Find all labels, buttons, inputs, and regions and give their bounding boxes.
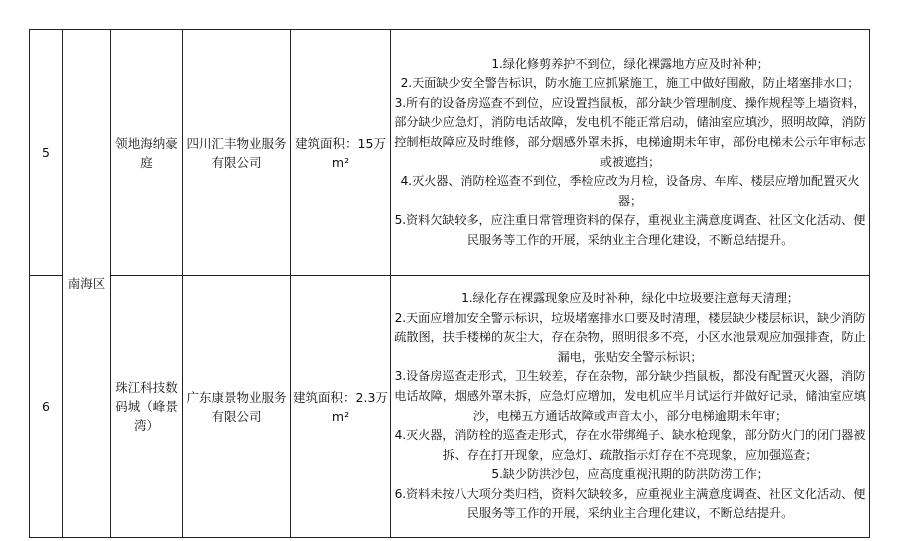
inspection-table [29, 29, 870, 538]
company-name: 广东康景物业服务有限公司 [183, 276, 291, 538]
issue-item: 1.绿化修剪养护不到位，绿化裸露地方应及时补种； [491, 56, 769, 71]
building-area: 建筑面积：2.3万m² [291, 276, 391, 538]
table-row [30, 30, 870, 276]
issue-item: 5.缺少防洪沙包，应高度重视汛期的防洪防涝工作； [491, 467, 769, 482]
row-number: 5 [30, 30, 63, 276]
issue-item: 1.绿化存在裸露现象应及时补种，绿化中垃圾要注意每天清理； [461, 290, 799, 305]
building-area: 建筑面积：15万m² [291, 30, 391, 276]
project-name: 领地海纳豪庭 [111, 30, 183, 276]
issue-item: 4.灭火器，消防栓的巡查走形式，存在水带绑绳子、缺水枪现象，部分防火门的闭门器被拆、存在打开现象，应急灯、疏散指示灯存在不亮现象，应加强巡查； [394, 428, 866, 462]
issue-item: 4.灭火器、消防栓巡查不到位，季检应改为月检，设备房、车库、楼层应增加配置灭火器； [400, 174, 860, 208]
project-name: 珠江科技数码城（峰景湾） [111, 276, 183, 538]
issue-item: 2.天面缺少安全警告标识，防水施工应抓紧施工，施工中做好围敝，防止堵塞排水口； [400, 76, 860, 91]
issue-item: 3.所有的设备房巡查不到位，应设置挡鼠板，部分缺少管理制度、操作规程等上墙资料，部分缺少应急灯，消防电话故障，发电机不能正常启动，储油室应填沙，照明故障，消防控制柜故障应及时维修，部分烟感外罩未拆，电梯逾期未年审，部份电梯未公示年审标志或被遮挡； [394, 95, 866, 169]
row-number: 6 [30, 276, 63, 538]
company-name: 四川汇丰物业服务有限公司 [183, 30, 291, 276]
table-row [30, 276, 870, 538]
issue-item: 2.天面应增加安全警示标识，垃圾堵塞排水口要及时清理，楼层缺少楼层标识，缺少消防疏散图，扶手楼梯的灰尘大，存在杂物，照明很多不亮，小区水池景观应加强排查，防止漏电，张贴安全警示标识； [394, 310, 866, 364]
issue-item: 6.资料未按八大项分类归档，资料欠缺较多，应重视业主满意度调查、社区文化活动、便民服务等工作的开展，采纳业主合理化建议，不断总结提升。 [394, 486, 866, 521]
issue-item: 3.设备房巡查走形式，卫生较差，存在杂物，部分缺少挡鼠板，都没有配置灭火器，消防电话故障，烟感外罩未拆，应急灯应增加，发电机应半月试运行并做好记录，储油室应填沙，电梯五方通话故障或声音太小，部分电梯逾期未年审； [394, 369, 866, 423]
district-cell: 南海区 [63, 30, 111, 538]
issues-cell [391, 30, 870, 276]
issues-cell [391, 276, 870, 538]
issue-item: 5.资料欠缺较多，应注重日常管理资料的保存，重视业主满意度调查、社区文化活动、便民服务等工作的开展，采纳业主合理化建设，不断总结提升。 [394, 213, 866, 247]
